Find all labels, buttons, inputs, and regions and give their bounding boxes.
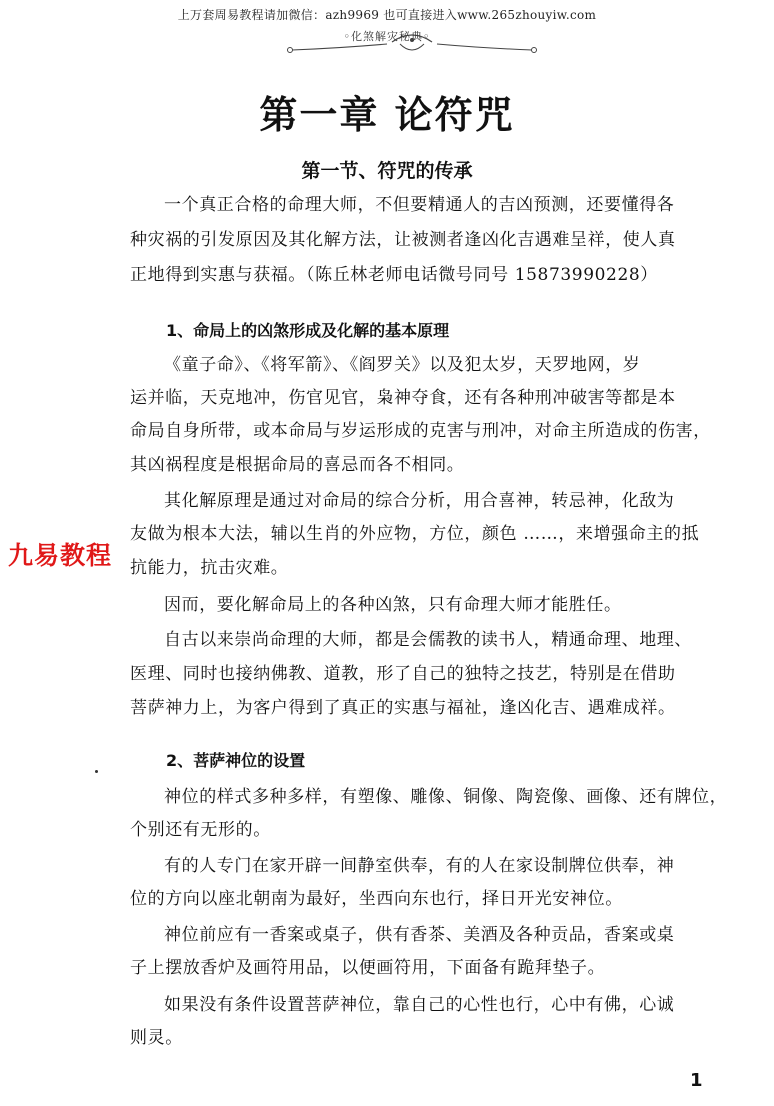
paragraph-line: 位的方向以座北朝南为最好，坐西向东也行，择日开光安神位。	[130, 889, 623, 909]
paragraph-line: 菩萨神力上，为客户得到了真正的实惠与福祉，逢凶化吉、遇难成祥。	[130, 698, 676, 718]
promo-header-line: 上万套周易教程请加微信：azh9969 也可直接进入www.265zhouyiw.com	[177, 8, 597, 22]
section-title: 第一节、符咒的传承	[301, 160, 473, 182]
paragraph-line: 则灵。	[130, 1028, 183, 1048]
watermark-text: 九易教程	[8, 541, 113, 570]
paragraph-line: 个别还有无形的。	[130, 820, 271, 840]
paragraph-line: 其凶祸程度是根据命局的喜忌而各不相同。	[130, 455, 465, 475]
chapter-title: 第一章 论符咒	[259, 93, 515, 137]
paragraph-line: 自古以来崇尚命理的大师，都是会儒教的读书人，精通命理、地理、	[164, 630, 692, 650]
paragraph-line: 有的人专门在家开辟一间静室供奉，有的人在家设制牌位供奉，神	[164, 856, 675, 876]
sub-heading-2: 2、菩萨神位的设置	[166, 751, 306, 770]
paragraph-line: 一个真正合格的命理大师，不但要精通人的吉凶预测，还要懂得各	[164, 195, 675, 215]
paragraph-line: 神位的样式多种多样，有塑像、雕像、铜像、陶瓷像、画像、还有牌位，	[164, 787, 728, 807]
paragraph-line: 运并临，天克地冲，伤官见官，枭神夺食，还有各种刑冲破害等都是本	[130, 388, 676, 408]
paragraph-line: 医理、同时也接纳佛教、道教，形了自己的独特之技艺，特别是在借助	[130, 664, 676, 684]
paragraph-line: 种灾祸的引发原因及其化解方法，让被测者逢凶化吉遇难呈祥，使人真	[130, 230, 676, 250]
sub-heading-1: 1、命局上的凶煞形成及化解的基本原理	[166, 321, 450, 340]
paragraph-line: 正地得到实惠与获福。（陈丘林老师电话微号同号 15873990228）	[130, 265, 658, 285]
paragraph-line: 如果没有条件设置菩萨神位，靠自己的心性也行，心中有佛，心诚	[164, 995, 675, 1015]
paragraph-line: 友做为根本大法，辅以生肖的外应物，方位，颜色 ……，来增强命主的抵	[130, 524, 700, 544]
paragraph-line: 因而，要化解命局上的各种凶煞，只有命理大师才能胜任。	[164, 595, 622, 615]
scan-speck	[95, 770, 98, 773]
page-number: 1	[690, 1070, 703, 1091]
series-name: ◦化煞解灾秘典◦	[343, 30, 431, 43]
paragraph-line: 命局自身所带，或本命局与岁运形成的克害与刑冲，对命主所造成的伤害，	[130, 421, 711, 441]
paragraph-line: 《童子命》、《将军箭》、《阎罗关》以及犯太岁，天罗地网，岁	[164, 355, 641, 375]
paragraph-line: 其化解原理是通过对命局的综合分析，用合喜神，转忌神，化敌为	[164, 491, 675, 511]
paragraph-line: 神位前应有一香案或桌子，供有香茶、美酒及各种贡品，香案或桌	[164, 925, 675, 945]
paragraph-line: 抗能力，抗击灾难。	[130, 558, 289, 578]
paragraph-line: 子上摆放香炉及画符用品，以便画符用，下面备有跪拜垫子。	[130, 958, 606, 978]
